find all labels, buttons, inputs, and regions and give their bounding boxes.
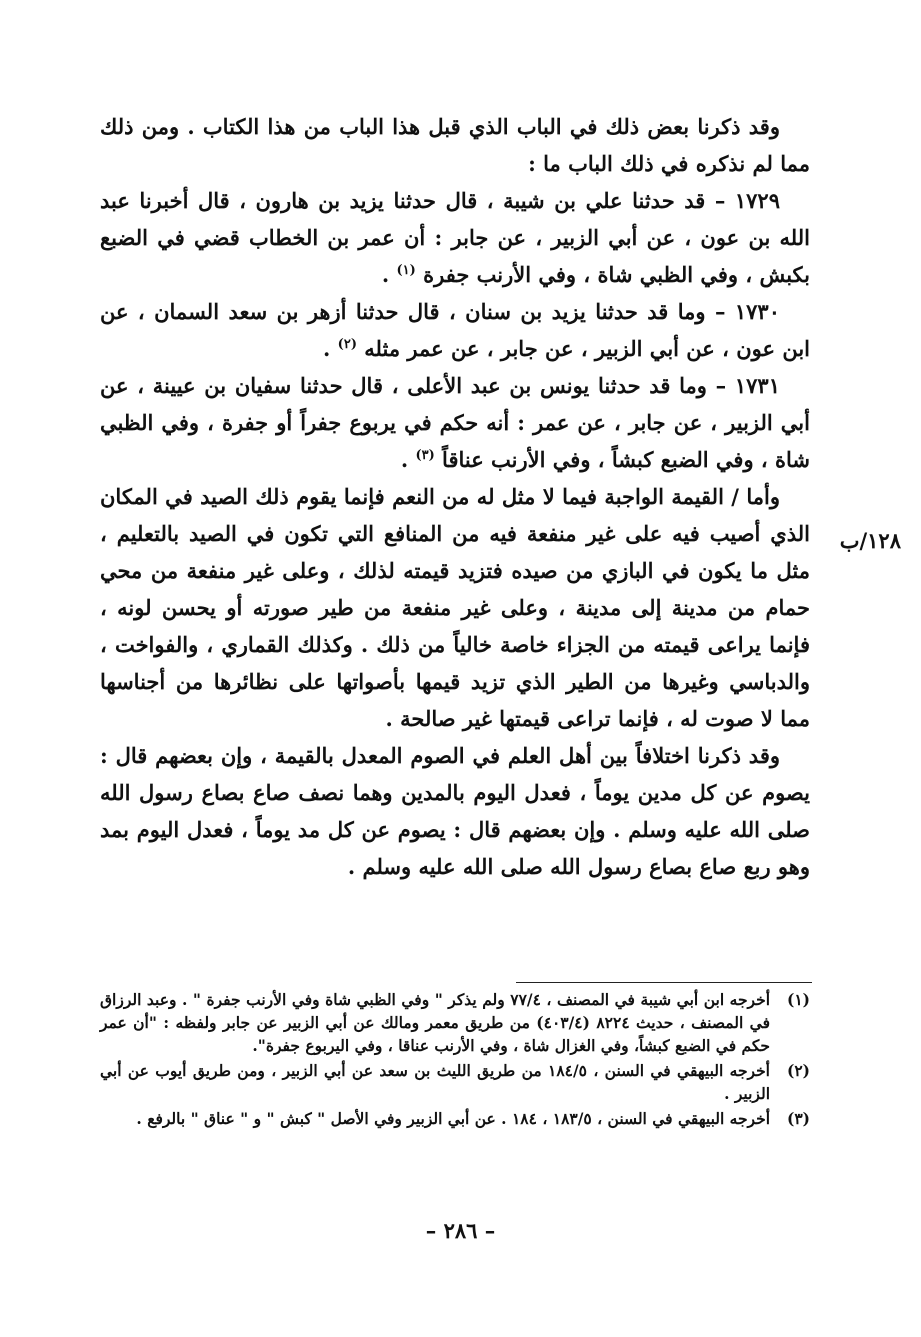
footnote-ref-1: (١) <box>396 263 416 278</box>
footnote-1 <box>100 988 810 1057</box>
footnote-ref-2: (٢) <box>337 337 357 352</box>
paragraph-value-of-game: وأما / القيمة الواجبة فيما لا مثل له من النعم فإنما يقوم ذلك الصيد في المكان الذي أصيب فيه على غير منفعة فيه من المنافع التي تكون في الصيد بالتعليم ، مثل ما يكون في البازي من صيده فتزيد قيمته لذلك ، وعلى غير منفعة من محي حمام من مدينة إلى مدينة ، وعلى غير منفعة من طير صورته أو يحسن لونه ، فإنما يراعى قيمته من الجزاء خاصة خالياً من ذلك . وكذلك القماري ، والفواخت ، والدباسي وغيرها من الطير الذي تزيد قيمها بأصواتها على نظائرها من أجناسها مما لا صوت له ، فإنما تراعى قيمتها غير صالحة . <box>100 484 810 731</box>
paragraph-fasting-equivalence: وقد ذكرنا اختلافاً بين أهل العلم في الصوم المعدل بالقيمة ، وإن بعضهم قال : يصوم عن كل مدين يوماً ، فعدل اليوم بالمدين وهما نصف صاع بصاع رسول الله صلى الله عليه وسلم . وإن بعضهم قال : يصوم عن كل مد يوماً ، فعدل اليوم بمد وهو ربع صاع بصاع رسول الله صلى الله عليه وسلم . <box>100 743 810 879</box>
footnote-3 <box>100 1107 810 1130</box>
paragraph-hadith-1729: ١٧٢٩ – قد حدثنا علي بن شيبة ، قال حدثنا يزيد بن هارون ، قال أخبرنا عبد الله بن عون ، عن أبي الزبير ، عن جابر : أن عمر بن الخطاب قضي في الضبع بكبش ، وفي الظبي شاة ، وفي الأرنب جفرة $^{(١)}$ . <box>100 188 810 287</box>
footnote-text: أخرجه البيهقي في السنن ، ١٨٤/٥ من طريق الليث بن سعد عن أبي الزبير ، ومن طريق أيوب عن أبي الزبير . <box>100 1061 770 1103</box>
footnote-text: أخرجه ابن أبي شيبة في المصنف ، ٧٧/٤ ولم يذكر " وفي الظبي شاة وفي الأرنب جفرة " . وعبد الرزاق في المصنف ، حديث ٨٢٢٤ (٤٠٣/٤) من طريق معمر ومالك عن أبي الزبير عن جابر ولفظه : "أن عمر حكم في الضبع كبشاً، وفي الغزال شاة ، وفي الأرنب عناقا ، وفي اليربوع جفرة". <box>100 990 770 1055</box>
footnote-mark: (٣) <box>786 1109 810 1128</box>
footnotes <box>100 988 810 1132</box>
footnote-ref-3: (٣) <box>415 448 435 463</box>
footnote-2 <box>100 1059 810 1105</box>
manuscript-folio-note: ١٢٨/ب <box>839 528 901 553</box>
footnote-separator <box>516 982 812 983</box>
main-text <box>100 108 810 885</box>
page-number: – ٢٨٦ – <box>425 1218 496 1243</box>
footnote-text: أخرجه البيهقي في السنن ، ١٨٣/٥ ، ١٨٤ . عن أبي الزبير وفي الأصل " كبش " و " عناق " بالرفع . <box>136 1109 770 1128</box>
footnote-mark: (١) <box>786 990 810 1009</box>
footnote-mark: (٢) <box>786 1061 810 1080</box>
paragraph-intro: وقد ذكرنا بعض ذلك في الباب الذي قبل هذا الباب من هذا الكتاب . ومن ذلك مما لم نذكره في ذلك الباب ما : <box>100 114 810 176</box>
paragraph-hadith-1730: ١٧٣٠ – وما قد حدثنا يزيد بن سنان ، قال حدثنا أزهر بن سعد السمان ، عن ابن عون ، عن أبي الزبير ، عن جابر ، عن عمر مثله $^{(٢)}$ . <box>100 299 810 361</box>
paragraph-hadith-1731: ١٧٣١ – وما قد حدثنا يونس بن عبد الأعلى ، قال حدثنا سفيان بن عيينة ، عن أبي الزبير ، عن جابر ، عن عمر : أنه حكم في يربوع جفراً أو جفرة ، وفي الظبي شاة ، وفي الضبع كبشاً ، وفي الأرنب عناقاً $^{(٣)}$ . <box>100 373 810 472</box>
